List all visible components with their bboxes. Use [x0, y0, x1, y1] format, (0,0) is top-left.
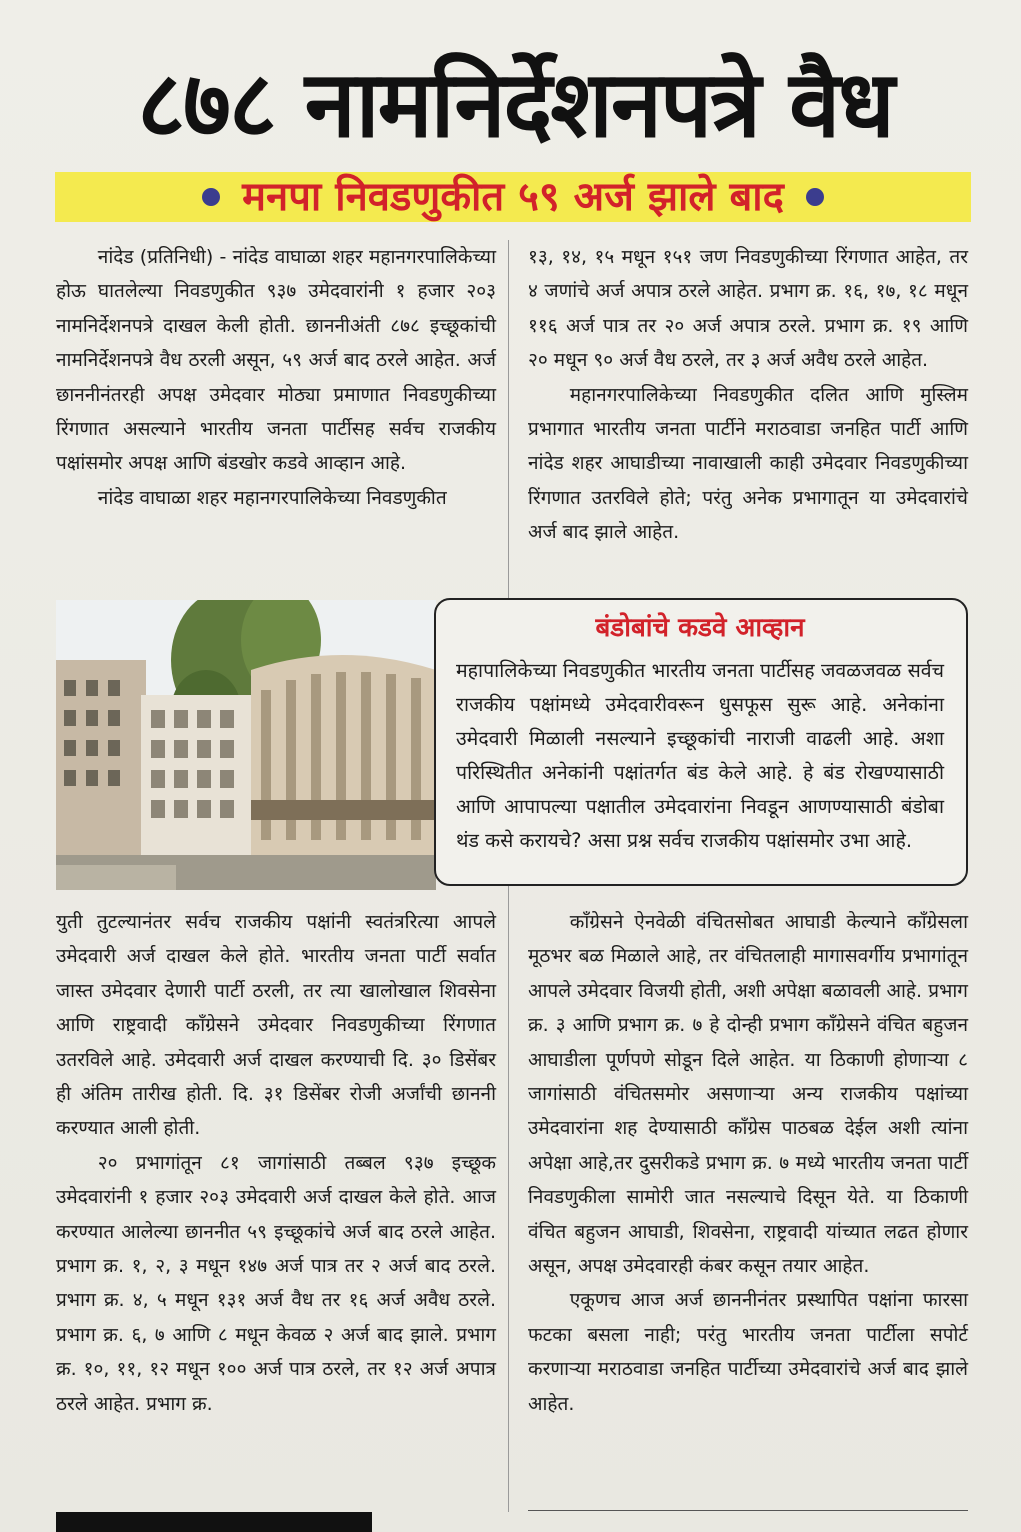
- box-title: बंडोबांचे कडवे आव्हान: [595, 613, 805, 643]
- building-photo: [56, 600, 436, 890]
- subheadline-banner: [55, 172, 971, 222]
- subheadline: मनपा निवडणुकीत ५९ अर्ज झाले बाद: [242, 174, 784, 220]
- headline: ८७८ नामनिर्देशनपत्रे वैध: [137, 51, 893, 158]
- article-right-bottom: [528, 905, 968, 1421]
- footer-rule: [528, 1510, 968, 1511]
- paragraph: महानगरपालिकेच्या निवडणुकीत दलित आणि मुस्लिम प्रभागात भारतीय जनता पार्टीने मराठवाडा जनहित पार्टी आणि नांदेड शहर आघाडीच्या नावाखाली काही उमेदवार निवडणुकीच्या रिंगणात उतरविले होते; परंतु अनेक प्रभागातून या उमेदवारांचे अर्ज बाद झाले आहेत.: [528, 383, 968, 544]
- box-body: महापालिकेच्या निवडणुकीत भारतीय जनता पार्टीसह जवळजवळ सर्वच राजकीय पक्षांमध्ये उमेदवारीवरून धुसफूस सुरू आहे. अनेकांना उमेदवारी मिळाली नसल्याने इच्छूकांची नाराजी वाढली आहे. अशा परिस्थितीत अनेकांनी पक्षांतर्गत बंड केले आहे. हे बंड रोखण्यासाठी आणि आपापल्या पक्षातील उमेदवारांना निवडून आणण्यासाठी बंडोबा थंड कसे करायचे? असा प्रश्न सर्वच राजकीय पक्षांसमोर उभा आहे.: [456, 659, 944, 852]
- sidebar-box: [434, 598, 968, 886]
- bullet-right-icon: [806, 188, 824, 206]
- article-left-bottom: [56, 905, 496, 1421]
- paragraph: २० प्रभागांतून ८१ जागांसाठी तब्बल ९३७ इच्छूक उमेदवारांनी १ हजार २०३ उमेदवारी अर्ज दाखल केले होते. आज करण्यात आलेल्या छाननीत ५९ इच्छूकांचे अर्ज बाद ठरले आहेत. प्रभाग क्र. १, २, ३ मधून १४७ अर्ज पात्र तर २ अर्ज बाद ठरले. प्रभाग क्र. ४, ५ मधून १३१ अर्ज वैध तर १६ अर्ज अवैध ठरले. प्रभाग क्र. ६, ७ आणि ८ मधून केवळ २ अर्ज बाद झाले. प्रभाग क्र. १०, ११, १२ मधून १०० अर्ज पात्र ठरले, तर १२ अर्ज अपात्र ठरले आहेत. प्रभाग क्र.: [56, 1151, 496, 1415]
- paragraph: एकूणच आज अर्ज छाननीनंतर प्रस्थापित पक्षांना फारसा फटका बसला नाही; परंतु भारतीय जनता पार्टीला सपोर्ट करणाऱ्या मराठवाडा जनहित पार्टीच्या उमेदवारांचे अर्ज बाद झाले आहेत.: [528, 1289, 968, 1415]
- bullet-left-icon: [202, 188, 220, 206]
- paragraph: नांदेड वाघाळा शहर महानगरपालिकेच्या निवडणुकीत: [97, 486, 447, 509]
- paragraph: काँग्रेसने ऐनवेळी वंचितसोबत आघाडी केल्याने काँग्रेसला मूठभर बळ मिळाले आहे, तर वंचितलाही मागासवर्गीय प्रभागांतून आपले उमेदवार विजयी होती, अशी अपेक्षा बळावली आहे. प्रभाग क्र. ३ आणि प्रभाग क्र. ७ हे दोन्ही प्रभाग काँग्रेसने वंचित बहुजन आघाडीला पूर्णपणे सोडून दिले आहेत. या ठिकाणी होणाऱ्या ८ जागांसाठी वंचितसमोर असणाऱ्या अन्य राजकीय पक्षांच्या उमेदवारांना शह देण्यासाठी काँग्रेस पाठबळ देईल अशी त्यांना अपेक्षा आहे,तर दुसरीकडे प्रभाग क्र. ७ मध्ये भारतीय जनता पार्टी निवडणुकीला सामोरी जात नसल्याचे दिसून येते. या ठिकाणी वंचित बहुजन आघाडी, शिवसेना, राष्ट्रवादी यांच्यात लढत होणार असून, अपक्ष उमेदवारही कंबर कसून तयार आहेत.: [528, 911, 968, 1278]
- paragraph: १३, १४, १५ मधून १५१ जण निवडणुकीच्या रिंगणात आहेत, तर ४ जणांचे अर्ज अपात्र ठरले आहेत. प्रभाग क्र. १६, १७, १८ मधून ११६ अर्ज पात्र तर २० अर्ज अपात्र ठरले. प्रभाग क्र. १९ आणि २० मधून ९० अर्ज वैध ठरले, तर ३ अर्ज अवैध ठरले आहेत.: [528, 246, 968, 372]
- article-left-top: [56, 240, 496, 515]
- paragraph: नांदेड (प्रतिनिधी) - नांदेड वाघाळा शहर महानगरपालिकेच्या होऊ घातलेल्या निवडणुकीत ९३७ उमेदवारांनी १ हजार २०३ नामनिर्देशनपत्रे दाखल केली होती. छाननीअंती ८७८ इच्छूकांची नामनिर्देशनपत्रे वैध ठरली असून, ५९ अर्ज बाद ठरले आहेत. अर्ज छाननीनंतरही अपक्ष उमेदवार मोठ्या प्रमाणात निवडणुकीच्या रिंगणात असल्याने भारतीय जनता पार्टीसह सर्वच राजकीय पक्षांसमोर अपक्ष आणि बंडखोर कडवे आव्हान आहे.: [56, 246, 496, 475]
- footer-strip: [56, 1512, 372, 1532]
- paragraph: युती तुटल्यानंतर सर्वच राजकीय पक्षांनी स्वतंत्ररित्या आपले उमेदवारी अर्ज दाखल केले होते. भारतीय जनता पार्टी सर्वात जास्त उमेदवार देणारी पार्टी ठरली, तर त्या खालोखाल शिवसेना आणि राष्ट्रवादी काँग्रेसने उमेदवार निवडणुकीच्या रिंगणात उतरविले आहे. उमेदवारी अर्ज दाखल करण्याची दि. ३० डिसेंबर ही अंतिम तारीख होती. दि. ३१ डिसेंबर रोजी अर्जांची छाननी करण्यात आली होती.: [56, 911, 496, 1140]
- article-right-top: [528, 240, 968, 550]
